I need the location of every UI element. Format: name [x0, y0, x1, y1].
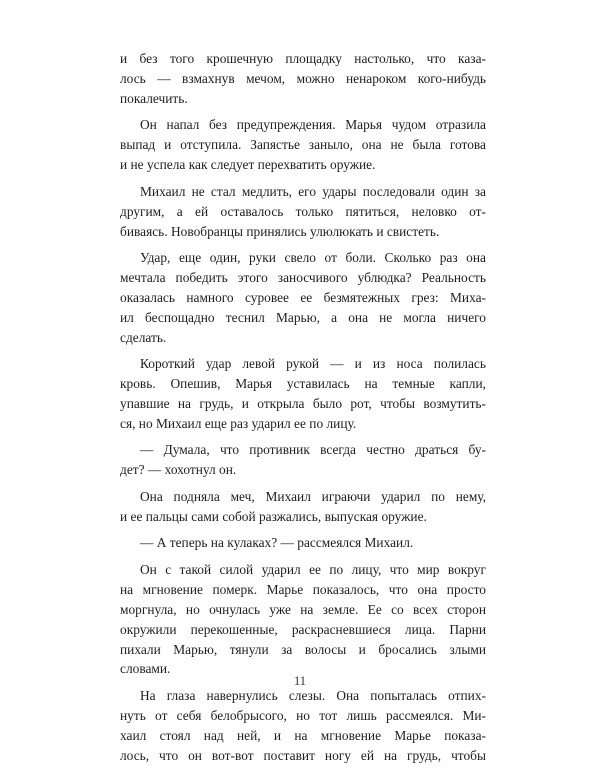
text-line: хаил стоял над ней, и на мгновение Марье показа-	[120, 727, 486, 743]
text-line: ил беспощадно теснил Марью, а она не могла ничего	[120, 309, 486, 325]
text-line: мечтала победить этого заносчивого ублюдка? Реальность	[120, 269, 486, 285]
text-line: словами.	[120, 661, 171, 677]
text-line: дет? — хохотнул он.	[120, 462, 237, 478]
text-line: Она подняла меч, Михаил играючи ударил по нему,	[140, 488, 486, 504]
text-line: кровь. Опешив, Марья уставилась на темные капли,	[120, 376, 486, 392]
paragraph	[120, 248, 486, 347]
paragraph	[120, 115, 486, 175]
text-line: ся, но Михаил еще раз ударил ее по лицу.	[120, 415, 357, 431]
paragraph	[120, 49, 486, 109]
text-line: Он с такой силой ударил ее по лицу, что мир вокруг	[140, 561, 486, 577]
text-line: лось, что он вот-вот поставит ногу ей на грудь, чтобы	[120, 747, 486, 763]
text-line: окружили перекошенные, раскрасневшиеся лица. Парни	[120, 621, 486, 637]
text-line: и без того крошечную площадку настолько, что каза-	[120, 51, 486, 66]
text-line: пихали Марью, тянули за волосы и бросались злыми	[120, 641, 486, 657]
paragraph	[120, 182, 486, 242]
text-line: Удар, еще один, руки свело от боли. Сколько раз она	[140, 250, 486, 266]
text-line: — А теперь на кулаках? — рассмеялся Михаил.	[140, 535, 414, 551]
text-line: — Думала, что противник всегда честно драться бу-	[140, 442, 486, 458]
text-line: выпад и отступила. Запястье заныло, она не была готова	[120, 137, 486, 153]
text-line: Он напал без предупреждения. Марья чудом отразила	[140, 117, 486, 133]
text-line: нуть от себя белобрысого, но тот лишь рассмеялся. Ми-	[120, 707, 486, 723]
body-text	[120, 49, 486, 772]
text-line: Короткий удар левой рукой — и из носа полилась	[140, 356, 486, 372]
paragraph	[120, 560, 486, 679]
text-line: На глаза навернулись слезы. Она попыталась отпих-	[140, 688, 486, 704]
text-line: биваясь. Новобранцы принялись улюлюкать и свистеть.	[120, 223, 440, 239]
text-line: лось — взмахнув мечом, можно ненароком кого-нибудь	[120, 70, 486, 86]
paragraph	[120, 354, 486, 434]
text-line: и не успела как следует перехватить оружие.	[120, 157, 376, 173]
text-line: другим, а ей оставалось только пятиться, неловко от-	[120, 203, 486, 219]
paragraph	[120, 440, 486, 480]
text-line: Михаил не стал медлить, его удары последовали один за	[140, 183, 486, 199]
paragraph	[120, 533, 486, 553]
page-number: 11	[293, 674, 307, 688]
text-line: на мгновение померк. Марье показалось, что она просто	[120, 581, 486, 597]
text-line: оказалась намного суровее ее безмятежных грез: Миха-	[120, 289, 486, 305]
paragraph	[120, 487, 486, 527]
text-line: упавшие на грудь, и открыла было рот, чтобы возмутить-	[120, 396, 486, 411]
text-line: сделать.	[120, 329, 167, 345]
text-line: и ее пальцы сами собой разжались, выпуская оружие.	[120, 508, 427, 524]
text-line: покалечить.	[120, 90, 188, 106]
text-line: моргнула, но очнулась уже на земле. Ее со всех сторон	[120, 601, 486, 617]
paragraph	[120, 686, 486, 766]
